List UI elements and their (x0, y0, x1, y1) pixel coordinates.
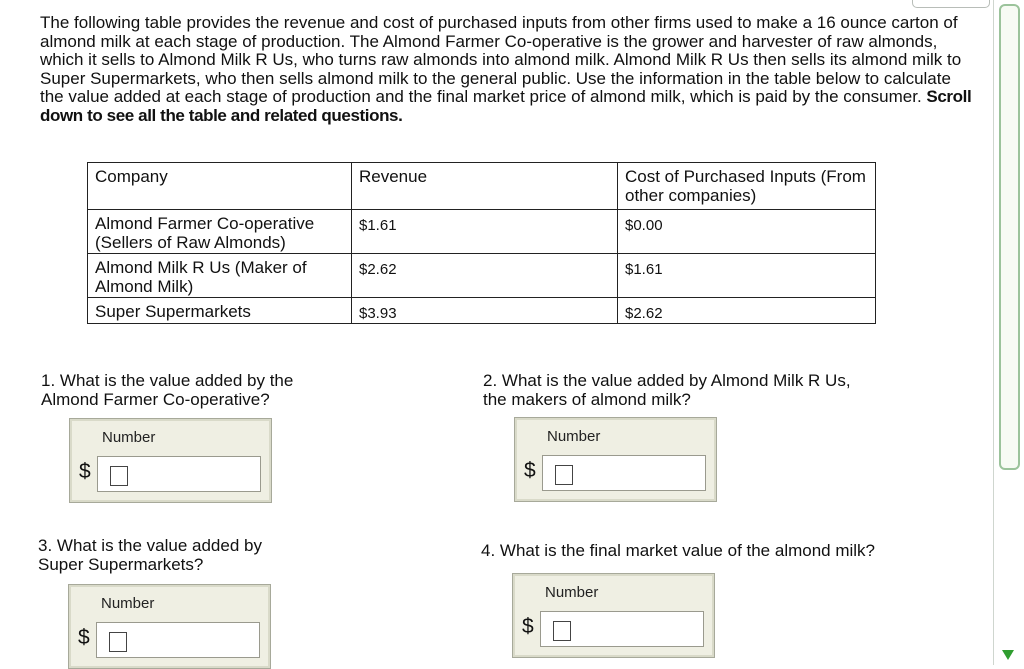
problem-intro (40, 14, 975, 126)
number-label: Number (545, 584, 599, 601)
cell-revenue: $2.62 (352, 254, 618, 298)
currency-symbol: $ (79, 460, 91, 483)
cell-revenue: $1.61 (352, 210, 618, 254)
answer-box-4 (512, 573, 715, 658)
answer-field-2 (542, 455, 706, 491)
currency-symbol: $ (524, 459, 536, 482)
value-added-table (87, 162, 876, 324)
currency-symbol: $ (522, 615, 534, 638)
answer-input-4[interactable] (553, 621, 571, 641)
cell-revenue: $3.93 (352, 298, 618, 324)
intro-scroll-hint: Scroll down to see all the table and related questions. (40, 87, 972, 125)
intro-text: The following table provides the revenue and cost of purchased inputs from other firms used to make a 16 ounce carton of almond milk at each stage of production. The Almond Farmer Co-operative is the grower and harvester of raw almonds, which it sells to Almond Milk R Us, who turns raw almonds into almond milk. Almond Milk R Us then sells its almond milk to Super Supermarkets, who then sells almond milk to the general public. Use the information in the table below to calculate the value added at each stage of production and the final market price of almond milk, which is paid by the consumer. (40, 13, 962, 107)
cell-cost: $2.62 (618, 298, 876, 324)
answer-field-1 (97, 456, 261, 492)
answer-box-1 (69, 418, 272, 503)
vertical-scrollbar[interactable] (993, 0, 1024, 665)
answer-box-3 (68, 584, 271, 669)
scroll-down-arrow-icon[interactable] (1002, 650, 1014, 660)
answer-box-2 (514, 417, 717, 502)
header-company: Company (88, 163, 352, 210)
table-row (88, 254, 876, 298)
question-4-text: 4. What is the final market value of the almond milk? (481, 541, 876, 560)
cell-company: Almond Farmer Co-operative (Sellers of Raw Almonds) (88, 210, 352, 254)
number-label: Number (547, 428, 601, 445)
question-2-text: 2. What is the value added by Almond Milk R Us, the makers of almond milk? (483, 371, 851, 409)
number-label: Number (101, 595, 155, 612)
currency-symbol: $ (78, 626, 90, 649)
answer-input-3[interactable] (109, 632, 127, 652)
answer-input-1[interactable] (110, 466, 128, 486)
header-cost: Cost of Purchased Inputs (From other companies) (618, 163, 876, 210)
scrollbar-thumb[interactable] (999, 4, 1020, 470)
table-row (88, 298, 876, 324)
header-revenue: Revenue (352, 163, 618, 210)
number-label: Number (102, 429, 156, 446)
answer-field-4 (540, 611, 704, 647)
question-1-text: 1. What is the value added by the Almond Farmer Co-operative? (41, 371, 294, 409)
cell-company: Super Supermarkets (88, 298, 352, 324)
cell-company: Almond Milk R Us (Maker of Almond Milk) (88, 254, 352, 298)
collapse-tab[interactable] (912, 0, 990, 8)
answer-input-2[interactable] (555, 465, 573, 485)
cell-cost: $1.61 (618, 254, 876, 298)
answer-field-3 (96, 622, 260, 658)
table-row (88, 210, 876, 254)
question-3-text: 3. What is the value added by Super Supermarkets? (38, 536, 262, 574)
cell-cost: $0.00 (618, 210, 876, 254)
table-header-row (88, 163, 876, 210)
